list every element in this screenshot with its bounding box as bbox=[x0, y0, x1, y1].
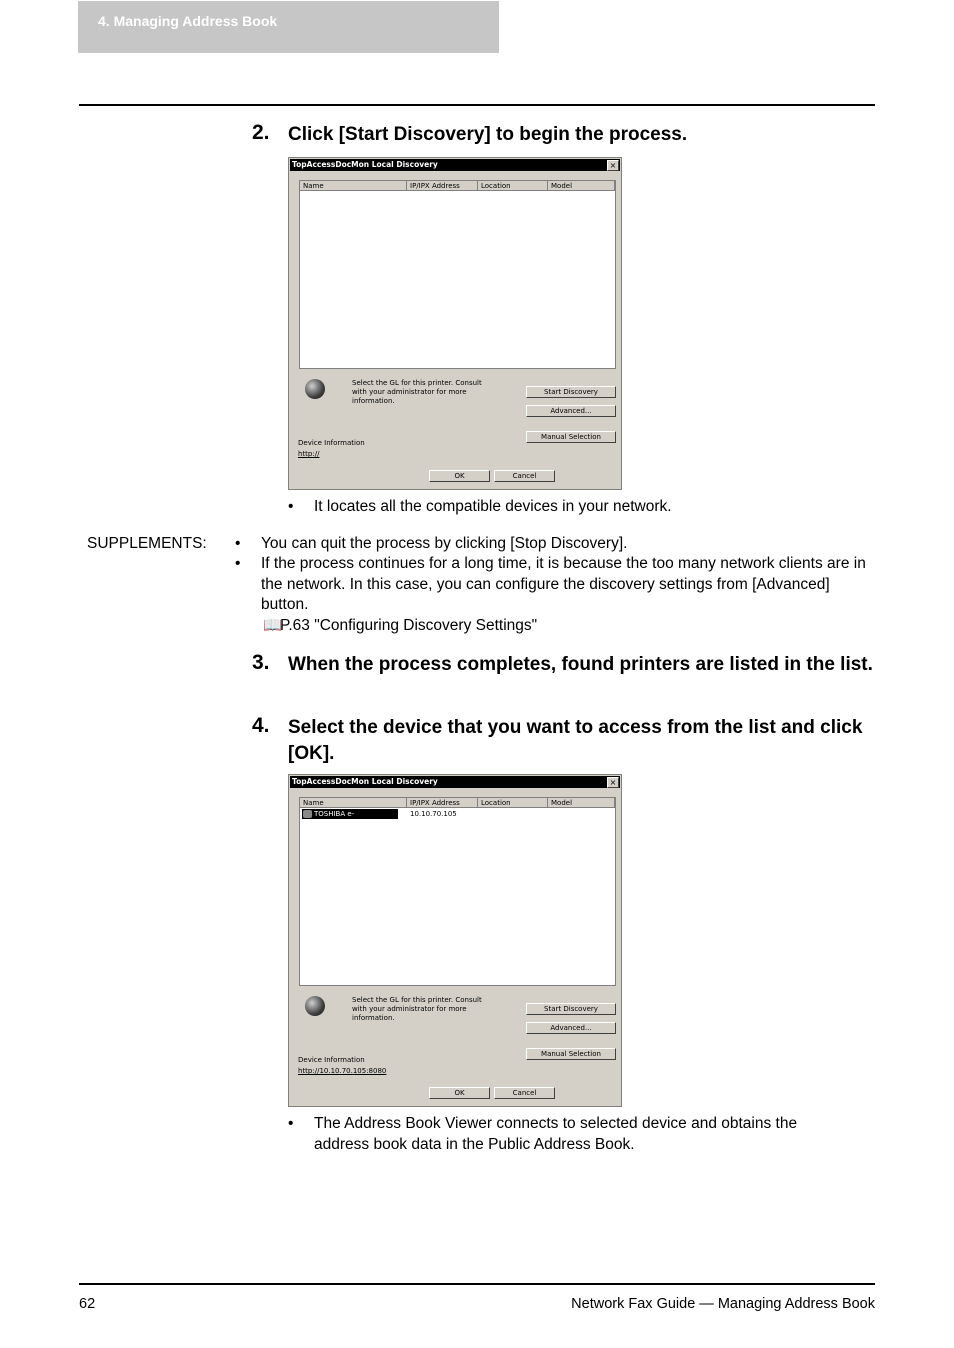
step-text: Click [Start Discovery] to begin the process. bbox=[288, 124, 688, 145]
bullet-text: It locates all the compatible devices in your network. bbox=[314, 498, 672, 515]
supplement-text: You can quit the process by clicking [Stop Discovery]. bbox=[261, 535, 628, 552]
dialog-description: Select the GL for this printer. Consult with your administrator for more information. bbox=[352, 996, 482, 1022]
supplement-text: If the process continues for a long time, it is because the too many network clients are in the network. In this case, you can configure the discovery settings from [Advanced] button. bbox=[261, 555, 866, 613]
step-number: 3. bbox=[252, 651, 270, 674]
dialog-title: TopAccessDocMon Local Discovery bbox=[290, 776, 620, 788]
device-information-label: Device Information bbox=[298, 1056, 365, 1064]
footer-title: Network Fax Guide — Managing Address Book bbox=[571, 1296, 875, 1312]
step-number: 4. bbox=[252, 714, 270, 737]
manual-selection-button[interactable]: Manual Selection bbox=[526, 431, 616, 443]
dialog-description: Select the GL for this printer. Consult with your administrator for more information. bbox=[352, 379, 482, 405]
column-name[interactable]: Name bbox=[300, 181, 407, 191]
manual-selection-button[interactable]: Manual Selection bbox=[526, 1048, 616, 1060]
device-ip: 10.10.70.105 bbox=[410, 810, 457, 818]
step-text: Select the device that you want to access from the list and click [OK]. bbox=[288, 717, 863, 764]
supplements-label: SUPPLEMENTS: bbox=[87, 535, 207, 552]
page-number: 62 bbox=[79, 1296, 96, 1312]
device-url-link[interactable]: http://10.10.70.105:8080 bbox=[298, 1067, 387, 1075]
column-ip-address[interactable]: IP/IPX Address bbox=[407, 798, 478, 808]
reference-link[interactable] bbox=[263, 616, 537, 637]
start-discovery-button[interactable]: Start Discovery bbox=[526, 386, 616, 398]
discovery-dialog-found bbox=[288, 774, 622, 1107]
device-information-label: Device Information bbox=[298, 439, 365, 447]
discovery-dialog-empty bbox=[288, 157, 622, 490]
device-list[interactable] bbox=[299, 797, 616, 986]
column-ip-address[interactable]: IP/IPX Address bbox=[407, 181, 478, 191]
close-icon[interactable]: × bbox=[607, 777, 619, 788]
column-name[interactable]: Name bbox=[300, 798, 407, 808]
ok-button[interactable]: OK bbox=[429, 470, 490, 482]
column-model[interactable]: Model bbox=[548, 181, 615, 191]
device-list[interactable] bbox=[299, 180, 616, 369]
globe-icon bbox=[305, 379, 325, 399]
top-rule bbox=[79, 104, 875, 106]
dialog-title: TopAccessDocMon Local Discovery bbox=[290, 159, 620, 171]
ok-button[interactable]: OK bbox=[429, 1087, 490, 1099]
column-model[interactable]: Model bbox=[548, 798, 615, 808]
step-number: 2. bbox=[252, 121, 270, 144]
footer-rule bbox=[79, 1283, 875, 1285]
step-text: When the process completes, found printers are listed in the list. bbox=[288, 654, 873, 675]
reference-text: P.63 "Configuring Discovery Settings" bbox=[280, 617, 538, 634]
device-name: TOSHIBA e-STUDIO4511 bbox=[302, 809, 398, 819]
advanced-button[interactable]: Advanced... bbox=[526, 405, 616, 417]
close-icon[interactable]: × bbox=[607, 160, 619, 171]
cancel-button[interactable]: Cancel bbox=[494, 1087, 555, 1099]
printer-icon bbox=[303, 810, 312, 818]
column-location[interactable]: Location bbox=[478, 181, 548, 191]
globe-icon bbox=[305, 996, 325, 1016]
advanced-button[interactable]: Advanced... bbox=[526, 1022, 616, 1034]
column-location[interactable]: Location bbox=[478, 798, 548, 808]
chapter-title: 4. Managing Address Book bbox=[98, 13, 278, 29]
bullet-text: The Address Book Viewer connects to selected device and obtains the address book data in the Public Address Book. bbox=[314, 1115, 798, 1153]
device-url-link[interactable]: http:// bbox=[298, 450, 320, 458]
start-discovery-button[interactable]: Start Discovery bbox=[526, 1003, 616, 1015]
book-icon: 📖 bbox=[263, 617, 283, 634]
cancel-button[interactable]: Cancel bbox=[494, 470, 555, 482]
chapter-header bbox=[78, 1, 499, 53]
